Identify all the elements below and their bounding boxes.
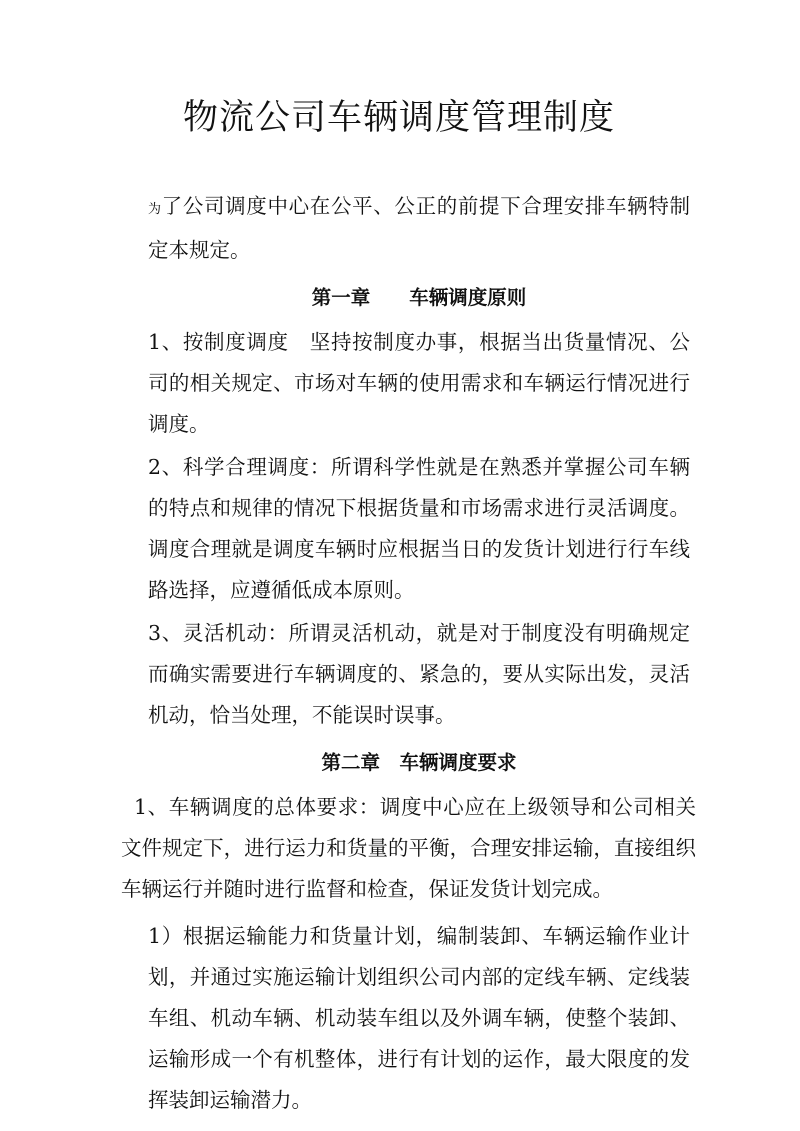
document-title: 物流公司车辆调度管理制度 bbox=[182, 98, 615, 138]
intro-first-char: 为 bbox=[148, 202, 162, 217]
chapter-1-item-2: 2、科学合理调度：所谓科学性就是在熟悉并掌握公司车辆的特点和规律的情况下根据货量和市场需求进行灵活调度。调度合理就是调度车辆时应根据当日的发货计划进行行车线路选择，应遵循低成本原则。 bbox=[148, 455, 690, 602]
chapter-2-heading: 第二章 车辆调度要求 bbox=[321, 751, 517, 774]
chapter-1-item-1: 1、按制度调度 坚持按制度办事，根据当出货量情况、公司的相关规定、市场对车辆的使用需求和车辆运行情况进行调度。 bbox=[148, 330, 690, 436]
chapter-2-overview: 1、车辆调度的总体要求：调度中心应在上级领导和公司相关文件规定下，进行运力和货量的平衡，合理安排运输，直接组织车辆运行并随时进行监督和检查，保证发货计划完成。 bbox=[121, 795, 696, 901]
intro-paragraph bbox=[148, 186, 690, 271]
intro-text: 了公司调度中心在公平、公正的前提下合理安排车辆特制定本规定。 bbox=[148, 194, 690, 262]
chapter-2-item-1: 1）根据运输能力和货量计划，编制装卸、车辆运输作业计划，并通过实施运输计划组织公司内部的定线车辆、定线装车组、机动车辆、机动装车组以及外调车辆，使整个装卸、运输形成一个有机整体，进行有计划的运作，最大限度的发挥装卸运输潜力。 bbox=[148, 924, 690, 1112]
chapter-1-item-3: 3、灵活机动：所谓灵活机动，就是对于制度没有明确规定而确实需要进行车辆调度的、紧急的，要从实际出发，灵活机动，恰当处理，不能误时误事。 bbox=[148, 621, 690, 727]
chapter-1-heading: 第一章 车辆调度原则 bbox=[311, 286, 527, 309]
